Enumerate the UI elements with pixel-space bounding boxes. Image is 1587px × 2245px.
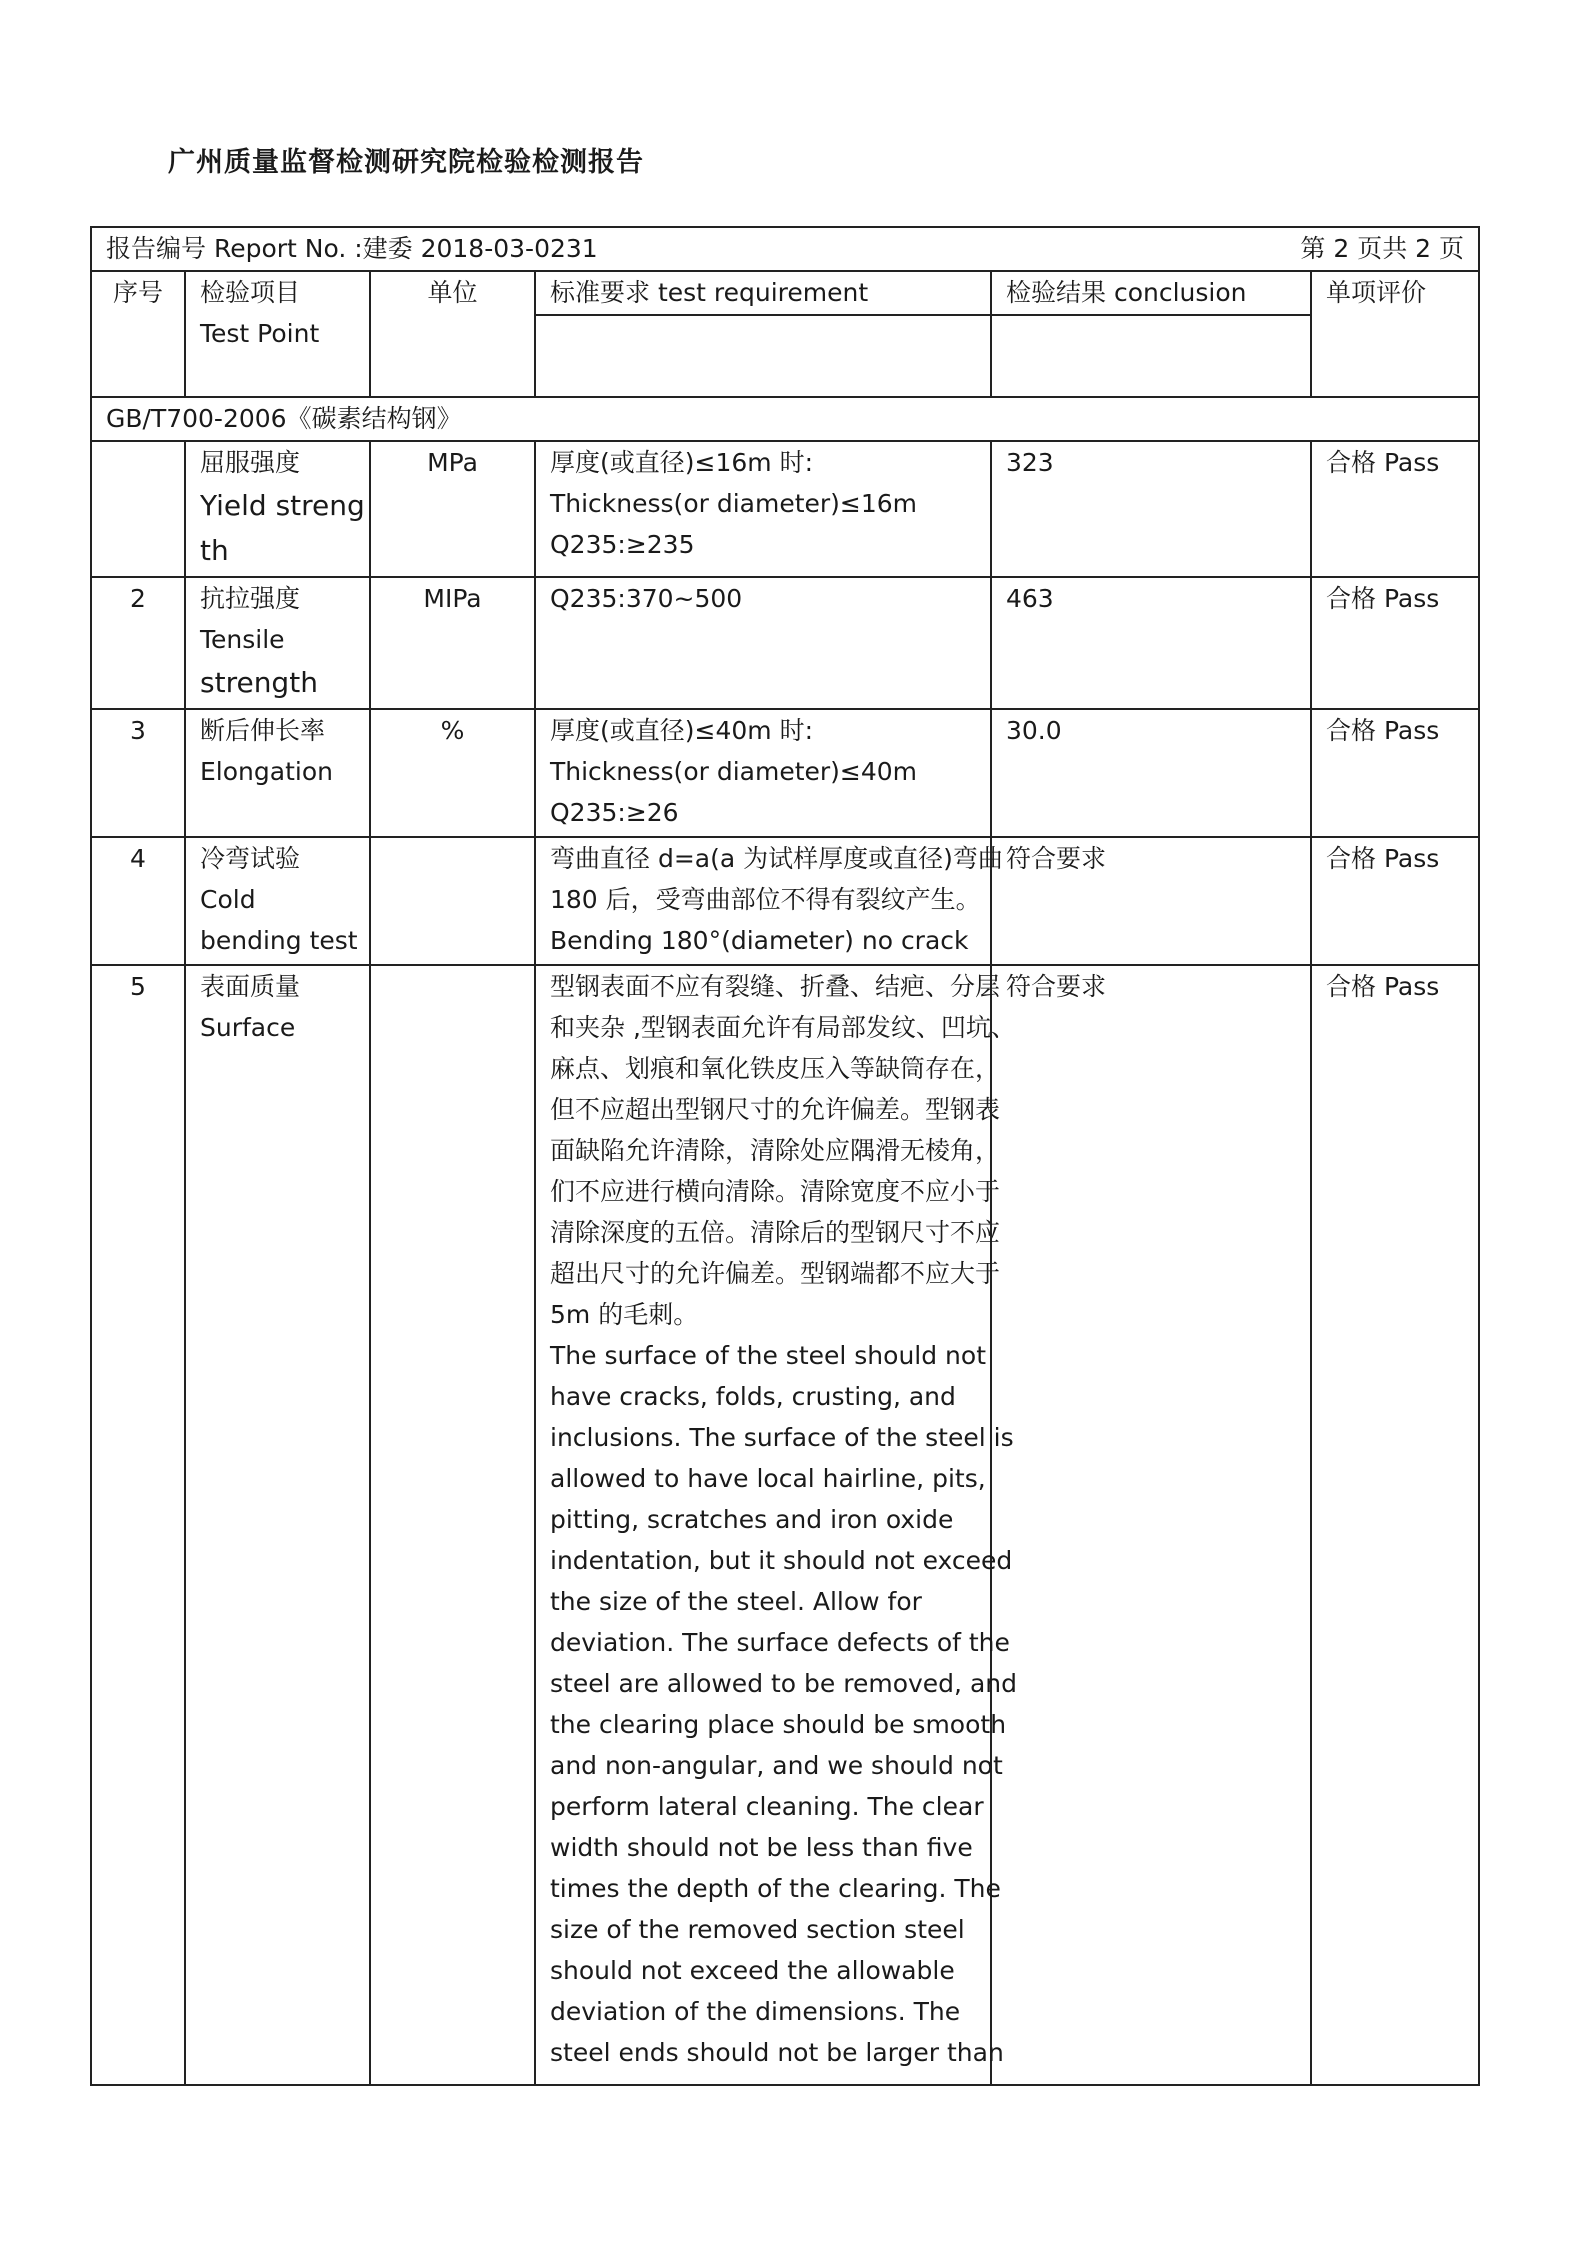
requirement-line: Q235:370~500: [550, 584, 743, 613]
requirement-line: allowed to have local hairline, pits,: [550, 1464, 986, 1493]
header-result-blank: [992, 316, 1310, 396]
header-requirement: [535, 271, 991, 397]
table-row: [91, 441, 1479, 577]
report-table: [90, 226, 1480, 2086]
requirement-line: the size of the steel. Allow for: [550, 1587, 922, 1616]
header-requirement-blank: [536, 316, 990, 396]
row-item: [185, 577, 370, 709]
requirement-line: 们不应进行横向清除。清除宽度不应小于: [550, 1177, 1001, 1206]
row-unit: [370, 837, 535, 965]
row-seq: [91, 441, 185, 577]
requirement-line: Bending 180°(diameter) no crack: [550, 926, 969, 955]
requirement-line: Q235:≥235: [550, 530, 695, 559]
row-evaluation: 合格 Pass: [1311, 837, 1479, 965]
row-seq: 3: [91, 709, 185, 837]
row-unit: [370, 965, 535, 2085]
requirement-line: times the depth of the clearing. The: [550, 1874, 1001, 1903]
header-evaluation: 单项评价: [1311, 271, 1479, 397]
requirement-line: perform lateral cleaning. The clear: [550, 1792, 984, 1821]
requirement-line: have cracks, folds, crusting, and: [550, 1382, 956, 1411]
requirement-line: steel are allowed to be removed, and: [550, 1669, 1017, 1698]
row-item-line: Surface: [200, 1013, 296, 1042]
row-seq: 4: [91, 837, 185, 965]
row-seq: 2: [91, 577, 185, 709]
table-row: [91, 837, 1479, 965]
requirement-line: size of the removed section steel: [550, 1915, 965, 1944]
requirement-line: 和夹杂 ,型钢表面允许有局部发纹、凹坑、: [550, 1013, 1016, 1042]
header-item-en: Test Point: [200, 319, 320, 348]
requirement-line: deviation of the dimensions. The: [550, 1997, 961, 2026]
row-requirement: [535, 837, 1003, 965]
requirement-line: indentation, but it should not exceed: [550, 1546, 1013, 1575]
row-evaluation: 合格 Pass: [1311, 441, 1479, 577]
row-item-line: Elongation: [200, 757, 333, 786]
requirement-line: 清除深度的五倍。清除后的型钢尺寸不应: [550, 1218, 1001, 1247]
header-requirement-label: 标准要求 test requirement: [536, 272, 990, 316]
row-item-line: 断后伸长率: [200, 716, 326, 745]
row-requirement: [535, 965, 1017, 2085]
requirement-line: Q235:≥26: [550, 798, 679, 827]
row-item-line: 表面质量: [200, 972, 301, 1001]
header-result-label: 检验结果 conclusion: [992, 272, 1310, 316]
row-unit: MIPa: [370, 577, 535, 709]
requirement-line: Thickness(or diameter)≤40m: [550, 757, 918, 786]
table-row: [91, 965, 1479, 2085]
requirement-line: should not exceed the allowable: [550, 1956, 955, 1985]
requirement-line: Thickness(or diameter)≤16m: [550, 489, 918, 518]
requirement-line: 麻点、划痕和氧化铁皮压入等缺筒存在，: [550, 1054, 1001, 1083]
row-item-line: th: [200, 534, 229, 567]
standard-row: [91, 397, 1479, 441]
column-header-row: [91, 271, 1479, 397]
standard-name: GB/T700-2006《碳素结构钢》: [91, 397, 1479, 441]
requirement-line: inclusions. The surface of the steel is: [550, 1423, 1014, 1452]
row-evaluation: 合格 Pass: [1311, 709, 1479, 837]
row-item-line: 抗拉强度: [200, 584, 301, 613]
row-seq: 5: [91, 965, 185, 2085]
requirement-line: 180 后，受弯曲部位不得有裂纹产生。: [550, 885, 981, 914]
requirement-line: the clearing place should be smooth: [550, 1710, 1007, 1739]
row-item-line: Yield streng: [200, 489, 365, 522]
row-unit: %: [370, 709, 535, 837]
requirement-line: 型钢表面不应有裂缝、折叠、结疤、分层: [550, 972, 1001, 1001]
requirement-line: width should not be less than five: [550, 1833, 973, 1862]
requirement-line: 厚度(或直径)≤40m 时:: [550, 716, 813, 745]
page-indicator: 第 2 页共 2 页: [1300, 234, 1464, 263]
header-unit: 单位: [370, 271, 535, 397]
row-item-line: strength: [200, 666, 318, 699]
row-item: [185, 709, 370, 837]
row-item: [185, 837, 370, 965]
row-item-line: Tensile: [200, 625, 285, 654]
requirement-line: The surface of the steel should not: [550, 1341, 986, 1370]
row-result: 30.0: [991, 709, 1311, 837]
table-row: [91, 577, 1479, 709]
requirement-line: 弯曲直径 d=a(a 为试样厚度或直径)弯曲: [550, 844, 1003, 873]
row-evaluation: 合格 Pass: [1311, 965, 1479, 2085]
requirement-line: and non-angular, and we should not: [550, 1751, 1003, 1780]
requirement-line: deviation. The surface defects of the: [550, 1628, 1010, 1657]
report-title: 广州质量监督检测研究院检验检测报告: [168, 147, 644, 178]
requirement-line: 面缺陷允许清除，清除处应隅滑无棱角，: [550, 1136, 1001, 1165]
header-seq: 序号: [91, 271, 185, 397]
row-unit: MPa: [370, 441, 535, 577]
row-result: 323: [991, 441, 1311, 577]
row-result: 463: [991, 577, 1311, 709]
row-item: [185, 965, 370, 2085]
table-row: [91, 709, 1479, 837]
header-item-cn: 检验项目: [200, 278, 301, 307]
row-item-line: bending test: [200, 926, 358, 955]
report-number-row: [91, 227, 1479, 271]
row-requirement: [535, 441, 991, 577]
row-requirement: [535, 709, 991, 837]
requirement-line: 超出尺寸的允许偏差。型钢端都不应大于: [550, 1259, 1001, 1288]
requirement-line: 厚度(或直径)≤16m 时:: [550, 448, 813, 477]
requirement-line: steel ends should not be larger than: [550, 2038, 1004, 2067]
row-evaluation: 合格 Pass: [1311, 577, 1479, 709]
row-requirement: [535, 577, 991, 709]
header-result: [991, 271, 1311, 397]
row-item-line: Cold: [200, 885, 256, 914]
requirement-line: 但不应超出型钢尺寸的允许偏差。型钢表: [550, 1095, 1001, 1124]
row-item: [185, 441, 370, 577]
requirement-line: 5m 的毛刺。: [550, 1300, 699, 1329]
row-result: 符合要求: [991, 837, 1311, 965]
report-number: 报告编号 Report No. :建委 2018-03-0231: [106, 234, 598, 263]
requirement-line: pitting, scratches and iron oxide: [550, 1505, 954, 1534]
header-item: [185, 271, 370, 397]
row-item-line: 冷弯试验: [200, 844, 301, 873]
row-item-line: 屈服强度: [200, 448, 301, 477]
row-result: 符合要求: [991, 965, 1311, 2085]
